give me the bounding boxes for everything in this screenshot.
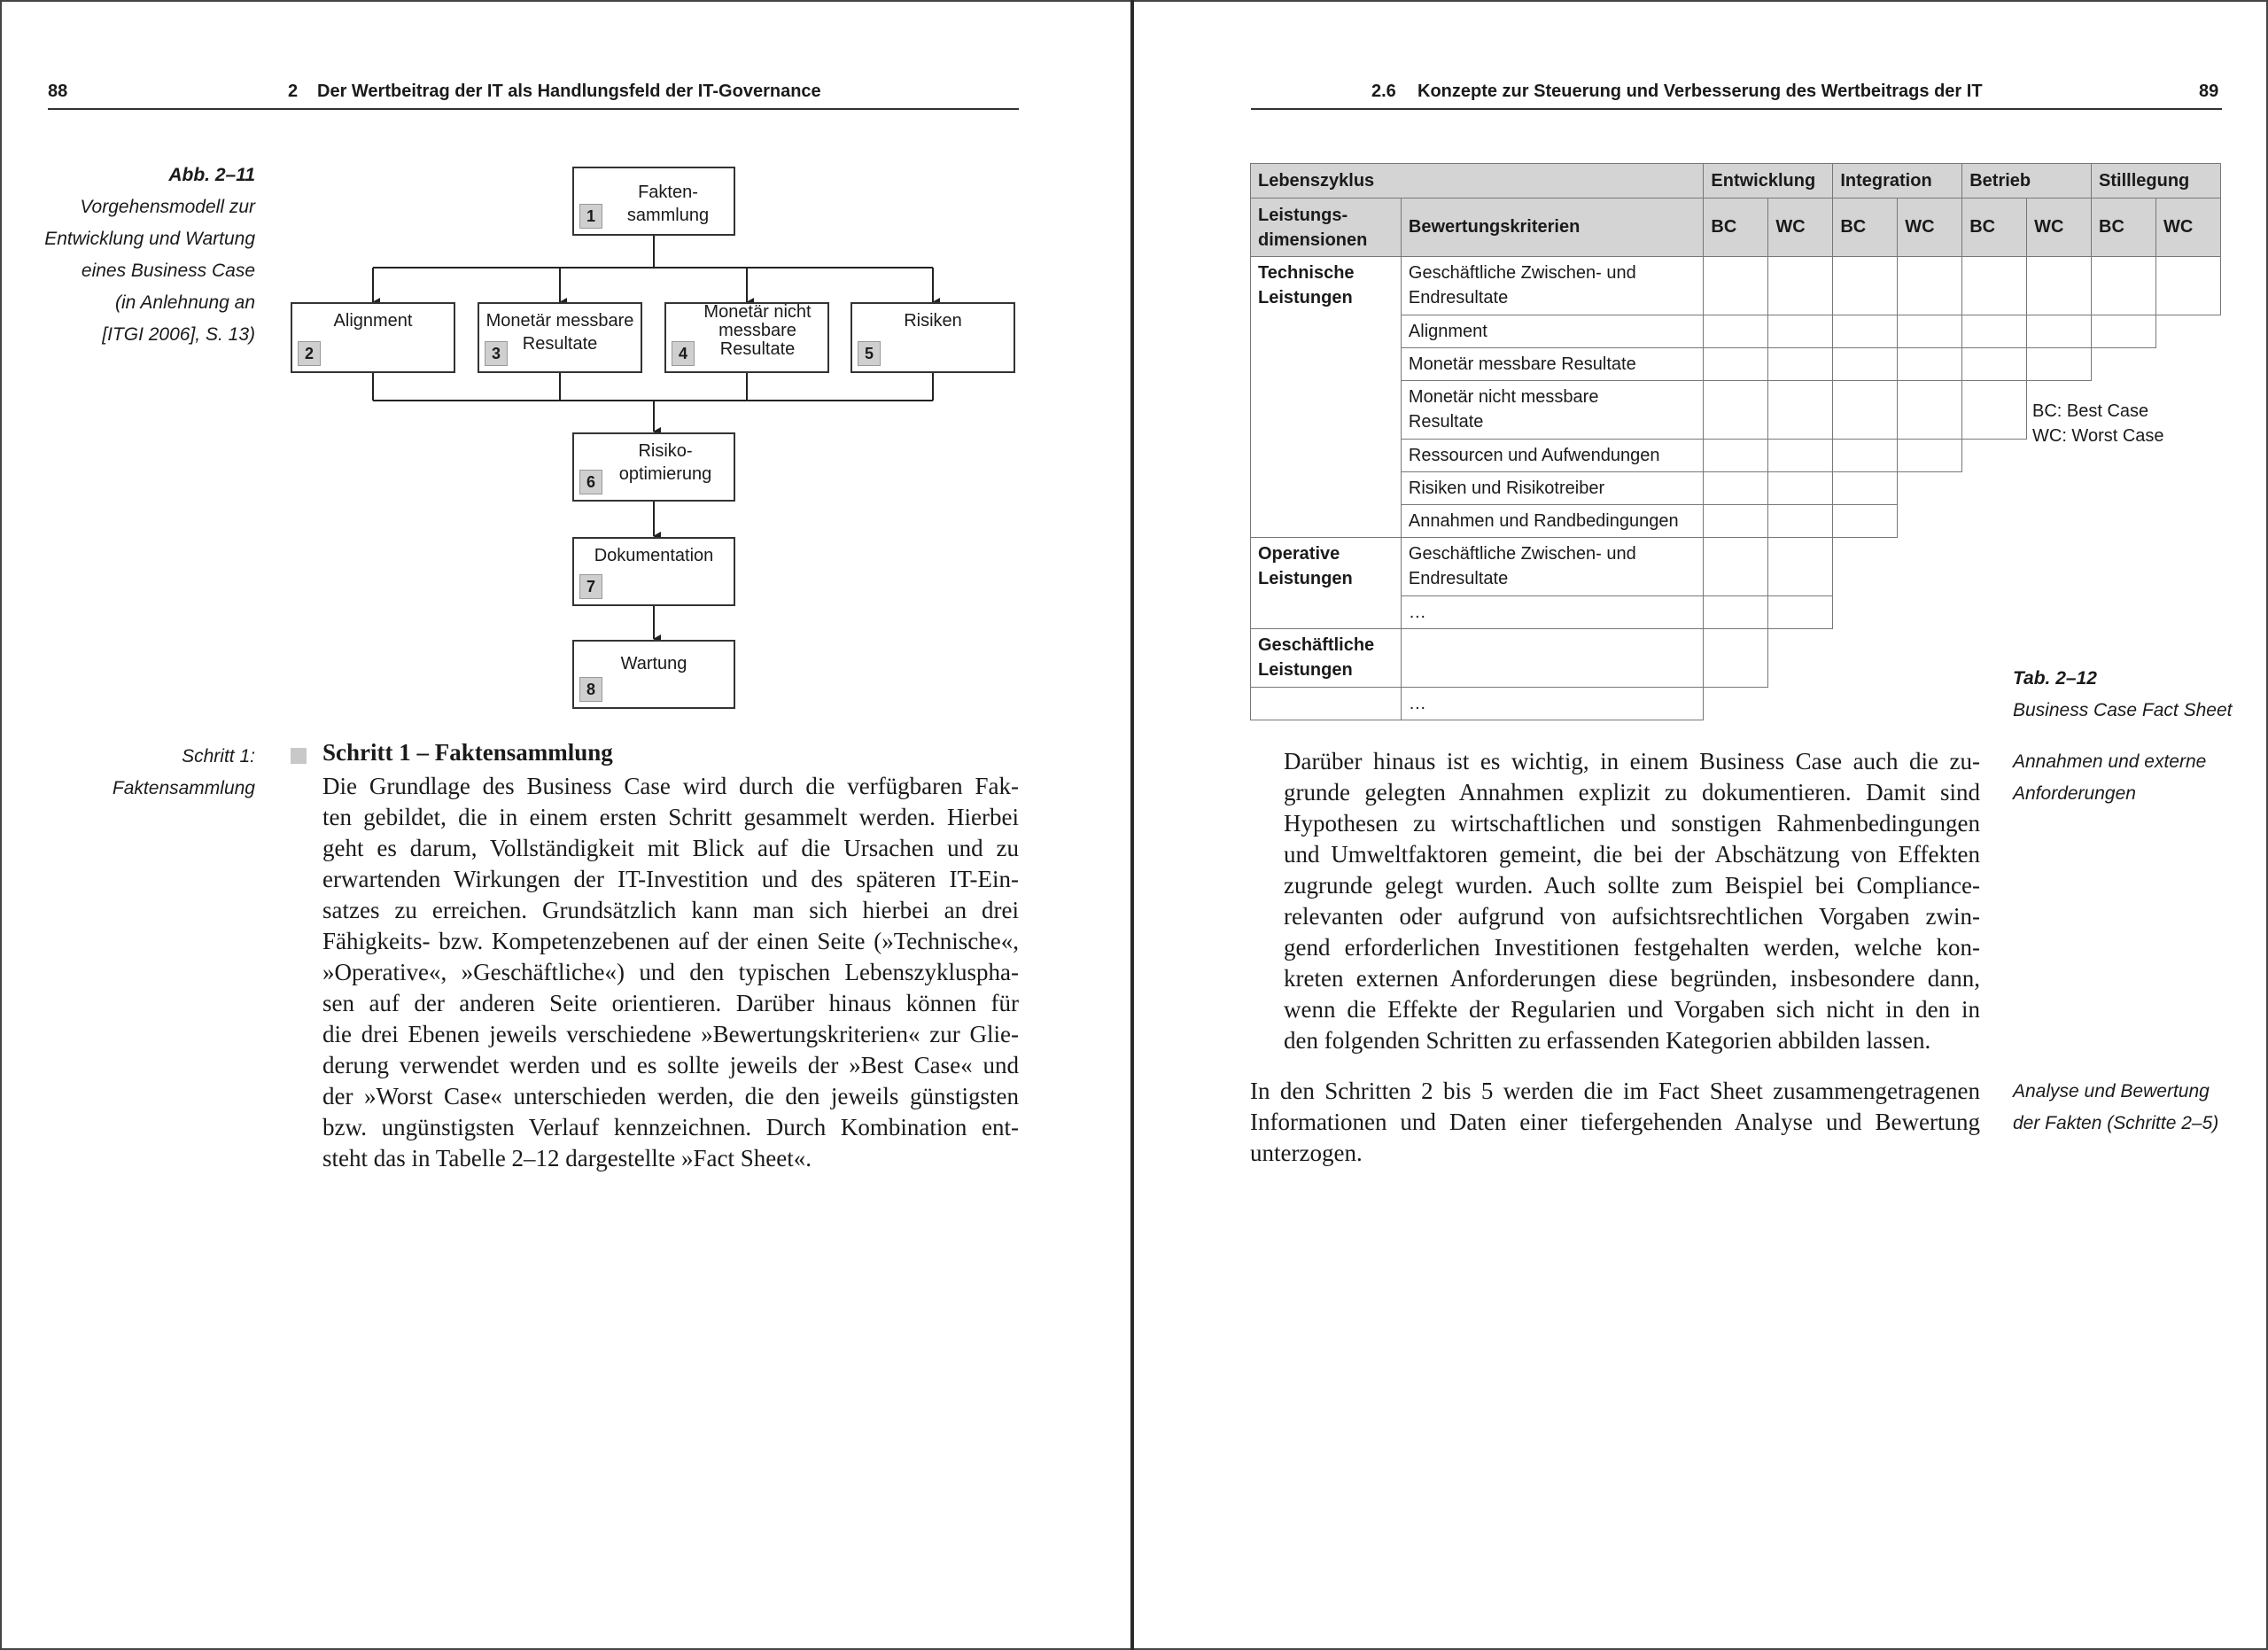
text-line: bzw. ungünstigsten Verlauf kennzeichnen. Durch Kombination ent- [322,1114,1019,1140]
margin-note-line: Faktensammlung [112,778,255,798]
flow-step-label: Alignment [333,311,413,331]
table-legend [2032,399,2164,448]
flow-step-wartung [572,640,735,709]
criterion-text: Geschäftliche Zwischen- und [1408,263,1636,283]
criterion-text: Annahmen und Randbedingungen [1408,510,1679,531]
flow-step-monetaer-messbar [478,302,642,373]
dimension-business [1251,629,1402,688]
left-running-title: Der Wertbeitrag der IT als Handlungsfeld der IT-Governance [317,82,821,101]
criterion-text: Resultate [1408,412,1484,432]
dimension-empty [1251,688,1402,720]
table-caption [2013,663,2232,727]
left-chapter-number: 2 [288,82,299,101]
text-line: der »Worst Case« unterschieden werden, die den jeweils günstigsten [322,1083,1019,1109]
criterion-text: Ressourcen und Aufwendungen [1408,445,1660,465]
criterion-cell [1401,257,1704,315]
text-line: wenn die Effekte der Regularien und Vorgaben sich nicht in den in [1284,996,1980,1023]
flow-step-label: Dokumentation [594,546,714,565]
criterion-cell [1401,505,1704,538]
criterion-text: Alignment [1408,321,1487,341]
criterion-text: Monetär messbare Resultate [1408,354,1636,374]
dimension-text: Leistungen [1258,288,1353,307]
text-line: steht das in Tabelle 2–12 dargestellte »Fact Sheet«. [322,1145,812,1171]
text-line: In den Schritten 2 bis 5 werden die im Fact Sheet zusammengetragenen [1250,1078,1980,1104]
text-line: grunde gelegten Annahmen explizit zu dokumentieren. Damit sind [1284,779,1980,806]
text-line: unterzogen. [1250,1140,1363,1166]
margin-note-line: der Fakten (Schritte 2–5) [2013,1113,2219,1133]
dimension-text: Leistungen [1258,569,1353,588]
criterion-cell [1401,538,1704,596]
criterion-cell [1401,315,1704,348]
text-line: und Umweltfaktoren gemeint, die bei der Abschätzung von Effekten [1284,841,1980,868]
margin-note-analysis [2013,1076,2218,1140]
margin-note-line: Annahmen und externe [2013,751,2207,772]
flow-step-label: Wartung [620,654,687,673]
legend-line: BC: Best Case [2032,401,2149,421]
figure-caption-line: eines Business Case [81,261,255,281]
right-section-number: 2.6 [1371,82,1396,101]
header-phase-betrieb: Betrieb [1962,164,2092,198]
table-caption-text: Business Case Fact Sheet [2013,700,2233,720]
text-line: die drei Ebenen jeweils verschiedene »Bewertungskriterien« zur Glie- [322,1021,1019,1047]
criterion-cell [1401,440,1704,472]
flow-step-label: Resultate [522,334,598,354]
text-line: relevanten oder aufgrund von aufsichtsrechtlichen Vorgaben zwin- [1284,903,1980,930]
header-wc: WC [2027,198,2092,257]
text-line: Informationen und Daten einer tiefergehenden Analyse und Bewertung [1250,1109,1980,1135]
dimension-text: Technische [1258,263,1355,283]
right-running-title: Konzepte zur Steuerung und Verbesserung des Wertbeitrags der IT [1418,82,1983,101]
header-bc: BC [1833,198,1898,257]
flow-step-number: 8 [579,677,602,702]
flow-step-number: 3 [485,341,508,366]
header-phase-stilllegung: Stilllegung [2092,164,2221,198]
text-line: zugrunde gelegt wurden. Auch sollte zum Beispiel bei Compliance- [1284,872,1980,899]
criterion-cell [1401,629,1704,688]
criterion-cell [1401,348,1704,381]
flow-step-number: 1 [579,204,602,229]
text-line: »Operative«, »Geschäftliche«) und den typischen Lebenszykluspha- [322,959,1019,985]
right-paragraph-2 [1250,1076,1980,1169]
header-bc: BC [1704,198,1768,257]
margin-note-line: Schritt 1: [182,746,255,767]
legend-line: WC: Worst Case [2032,426,2164,446]
flow-step-label: Resultate [719,339,796,359]
criterion-cell [1401,472,1704,505]
text-line: erwartenden Wirkungen der IT-Investition und des späteren IT-Ein- [322,866,1019,892]
table-caption-label: Tab. 2–12 [2013,668,2097,689]
dimension-technical [1251,257,1402,538]
header-bc: BC [1962,198,2027,257]
figure-caption-line: [ITGI 2006], S. 13) [102,324,255,345]
text-line: Die Grundlage des Business Case wird durch die verfügbaren Fak- [322,773,1019,799]
header-phase-entwicklung: Entwicklung [1704,164,1833,198]
criterion-text: Endresultate [1408,569,1509,588]
dimension-text: Geschäftliche [1258,635,1375,655]
header-text: dimensionen [1258,230,1368,250]
dimension-text: Leistungen [1258,660,1353,680]
figure-caption-line: Vorgehensmodell zur [80,197,255,217]
text-line: geht es darum, Vollständigkeit mit Blick auf die Ursachen und zu [322,835,1019,861]
left-page-number: 88 [48,82,68,101]
text-line: den folgenden Schritten zu erfassenden Kategorien abbilden lassen. [1284,1027,1931,1054]
criterion-text: … [1408,693,1426,713]
text-line: sen auf der anderen Seite orientieren. Darüber hinaus können für [322,990,1019,1016]
bullet-square [291,748,307,764]
header-wc: WC [1898,198,1962,257]
right-page-number: 89 [2199,82,2219,101]
header-criteria: Bewertungskriterien [1401,198,1704,257]
margin-note-step1 [27,741,255,805]
criterion-text: Endresultate [1408,288,1509,307]
dimension-text: Operative [1258,544,1340,564]
criterion-cell [1401,688,1704,720]
header-lifecycle: Lebenszyklus [1251,164,1704,198]
right-paragraph-1 [1284,746,1980,1056]
flow-step-dokumentation [572,537,735,606]
criterion-text: Risiken und Risikotreiber [1408,478,1605,498]
criterion-cell [1401,596,1704,629]
right-header-rule [1251,108,2222,110]
criterion-text: Geschäftliche Zwischen- und [1408,544,1636,564]
left-body-text [322,771,1019,1174]
margin-note-assumptions [2013,746,2206,810]
flow-step-label: optimierung [618,464,712,484]
figure-caption-line: Entwicklung und Wartung [44,229,255,249]
figure-caption-line: (in Anlehnung an [114,292,255,313]
criterion-text: … [1408,602,1426,622]
flow-step-label: messbare [718,321,796,340]
header-wc: WC [1768,198,1833,257]
flow-step-label: Monetär messbare [485,311,634,331]
flow-step-number: 2 [298,341,321,366]
flow-step-number: 6 [579,470,602,494]
header-phase-integration: Integration [1833,164,1962,198]
flow-step-faktensammlung [572,167,735,236]
header-dimensions [1251,198,1402,257]
figure-caption-label: Abb. 2–11 [168,165,255,185]
text-line: derung verwendet werden und es sollte jeweils der »Best Case« und [322,1052,1019,1078]
header-text: Leistungs- [1258,205,1348,225]
flow-step-number: 5 [858,341,881,366]
flow-step-number: 4 [672,341,695,366]
criterion-cell [1401,381,1704,440]
text-line: Fähigkeits- bzw. Kompetenzebenen auf der einen Seite (»Technische«, [322,928,1019,954]
flow-step-label: Risiko- [638,441,693,461]
flow-step-label: sammlung [626,206,710,225]
criterion-text: Monetär nicht messbare [1408,387,1599,407]
text-line: Hypothesen zu wirtschaftlichen und sonstigen Rahmenbedingungen [1284,810,1980,837]
margin-note-line: Anforderungen [2013,783,2136,804]
header-bc: BC [2092,198,2156,257]
flow-step-number: 7 [579,574,602,599]
text-line: Darüber hinaus ist es wichtig, in einem Business Case auch die zu- [1284,748,1980,774]
text-line: ten gebildet, die in einem ersten Schritt gesammelt werden. Hierbei [322,804,1019,830]
text-line: gend erforderlichen Investitionen festgehalten werden, welche kon- [1284,934,1980,961]
flow-step-label: Risiken [904,311,962,331]
text-line: kreten externen Anforderungen diese begründen, insbesondere dann, [1284,965,1980,992]
flow-step-label: Fakten- [638,183,698,202]
margin-note-line: Analyse und Bewertung [2013,1081,2210,1101]
dimension-operative [1251,538,1402,629]
header-wc: WC [2155,198,2220,257]
flow-step-alignment [291,302,455,373]
flow-step-risikooptimierung [572,432,735,502]
step-heading: Schritt 1 – Faktensammlung [322,739,613,766]
flow-step-label: Monetär nicht [703,302,812,322]
flow-step-monetaer-nicht-messbar [664,302,829,373]
flow-step-risiken [850,302,1015,373]
text-line: satzes zu erreichen. Grundsätzlich kann man sich hierbei an drei [322,897,1019,923]
